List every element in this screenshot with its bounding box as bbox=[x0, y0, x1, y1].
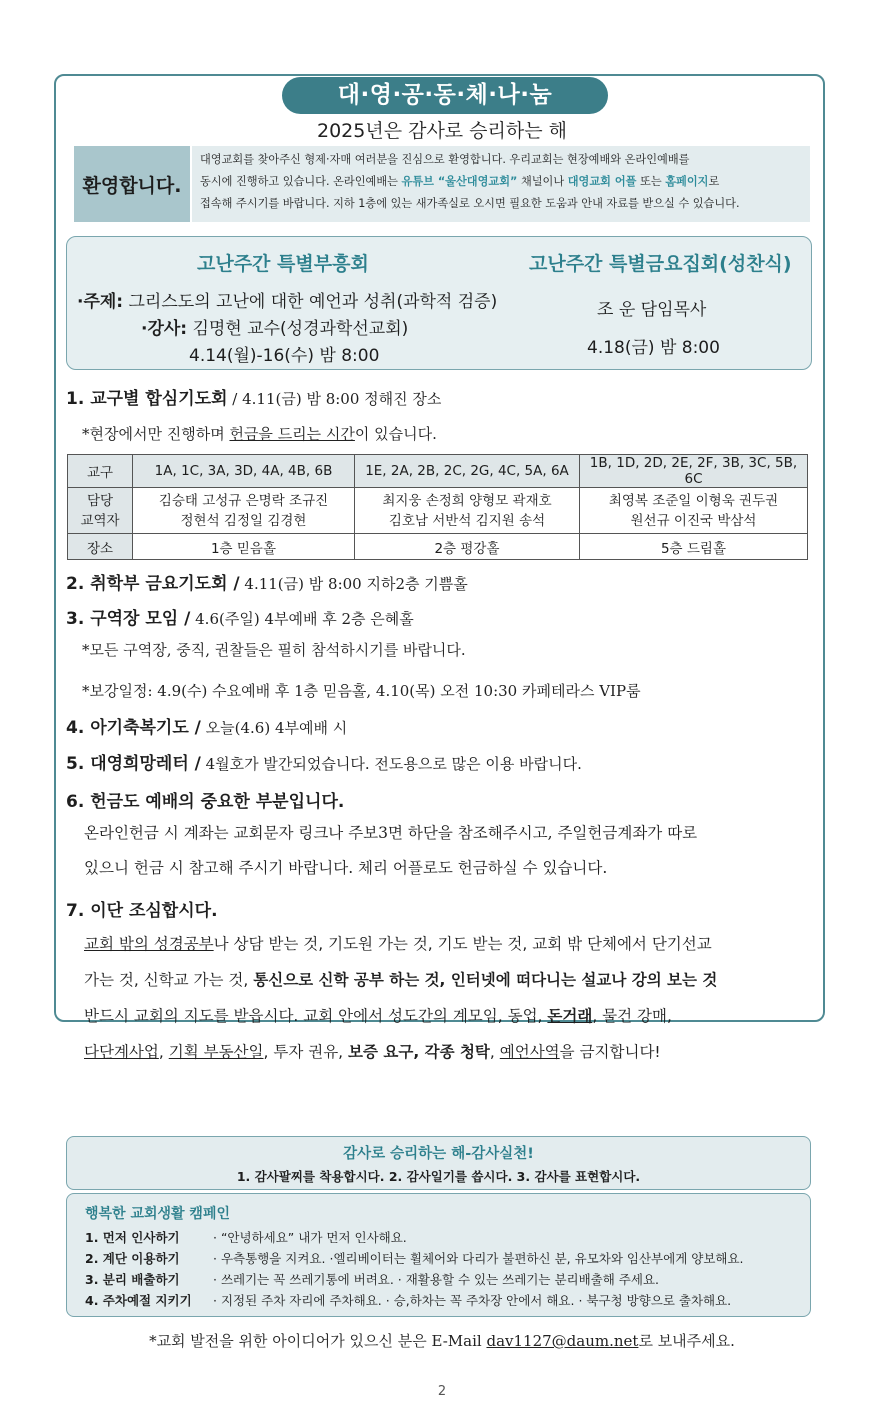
header-line: 교역자 bbox=[80, 512, 120, 529]
table-cell: 1B, 1D, 2D, 2E, 2F, 3B, 3C, 5B, 6C bbox=[580, 455, 808, 488]
campaign-row-label: 2. 계단 이용하기 bbox=[85, 1251, 180, 1266]
item-6-line-1: 온라인헌금 시 계좌는 교회문자 링크나 주보3면 하단을 참조해주시고, 주일헌금계좌가 따로 bbox=[84, 824, 698, 842]
item-1-heading: 1. 교구별 합심기도회 bbox=[66, 389, 228, 409]
item-5-detail: 4월호가 발간되었습니다. 전도용으로 많은 이용 바랍니다. bbox=[200, 755, 582, 773]
table-header-district: 교구 bbox=[68, 455, 133, 488]
table-cell: 1A, 1C, 3A, 3D, 4A, 4B, 6B bbox=[133, 455, 355, 488]
revival-speaker bbox=[141, 314, 408, 339]
welcome-text bbox=[192, 146, 810, 222]
item-4 bbox=[66, 713, 347, 738]
church-app-link[interactable]: 대영교회 어플 bbox=[567, 175, 637, 188]
gratitude-body: 1. 감사팔찌를 착용합시다. 2. 감사일기를 씁시다. 3. 감사를 표현합시다. bbox=[236, 1169, 641, 1184]
revival-topic bbox=[77, 287, 497, 312]
heresy-line-3 bbox=[84, 1004, 672, 1026]
header-line: 담당 bbox=[86, 492, 114, 509]
friday-service-date: 4.18(금) 밤 8:00 bbox=[587, 338, 720, 358]
heresy-text: 나 상담 받는 것, 기도원 가는 것, 기도 받는 것, 교회 밖 단체에서 단기선교 bbox=[213, 935, 712, 953]
campaign-row bbox=[85, 1291, 731, 1309]
footer-note bbox=[0, 1330, 884, 1351]
speaker-text: 김명현 교수(성경과학선교회) bbox=[187, 319, 409, 339]
campaign-title: 행복한 교회생활 캠페인 bbox=[85, 1206, 230, 1222]
campaign-row-text: · 우측통행을 지켜요. ·엘리베이터는 휠체어와 다리가 불편하신 분, 유모차와 임산부에게 양보해요. bbox=[213, 1251, 744, 1266]
item-3-heading: 3. 구역장 모임 / bbox=[66, 609, 191, 629]
page-title: 대·영·공·동·체·나·눔 bbox=[282, 77, 608, 114]
welcome-box bbox=[74, 146, 810, 222]
welcome-text-part: 또는 bbox=[636, 175, 666, 188]
item-5 bbox=[66, 749, 582, 774]
campaign-row bbox=[85, 1270, 659, 1288]
revival-date: 4.14(월)-16(수) 밤 8:00 bbox=[189, 346, 380, 366]
welcome-line-2 bbox=[200, 171, 804, 193]
gratitude-title: 감사로 승리하는 해-감사실천! bbox=[343, 1146, 534, 1162]
heresy-text: , 투자 권유, bbox=[263, 1043, 349, 1061]
table-cell bbox=[355, 488, 580, 534]
campaign-row-text: · 지정된 주차 자리에 주차해요. · 승,하차는 꼭 주차장 안에서 해요. · 북구청 방향으로 출차해요. bbox=[213, 1293, 732, 1308]
heresy-text: , 물건 강매, bbox=[592, 1007, 672, 1025]
item-3-note-2: *보강일정: 4.9(수) 수요예배 후 1층 믿음홀, 4.10(목) 오전 10:30 카페테라스 VIP룸 bbox=[82, 682, 641, 700]
campaign-row bbox=[85, 1249, 744, 1267]
item-6-heading: 6. 헌금도 예배의 중요한 부분입니다. bbox=[66, 792, 345, 812]
heresy-line-2 bbox=[84, 968, 717, 990]
heresy-underlined: 기획 부동산일 bbox=[168, 1043, 264, 1061]
item-5-heading: 5. 대영희망레터 / bbox=[66, 754, 201, 774]
cell-line: 최지웅 손정희 양형모 곽재호 bbox=[382, 492, 552, 509]
table-cell: 1E, 2A, 2B, 2C, 2G, 4C, 5A, 6A bbox=[355, 455, 580, 488]
table-header-pastor bbox=[68, 488, 133, 534]
speaker-label: ·강사: bbox=[141, 319, 188, 339]
cell-line: 정현석 김정일 김경현 bbox=[180, 512, 307, 529]
heresy-bold: 통신으로 신학 공부 하는 것, 인터넷에 떠다니는 설교나 강의 보는 것 bbox=[253, 971, 718, 989]
item-3-detail: 4.6(주일) 4부예배 후 2층 은혜홀 bbox=[190, 610, 414, 628]
heresy-underlined: 예언사역 bbox=[499, 1043, 560, 1061]
heresy-text: 반드시 교회의 지도를 받읍시다. 교회 안에서 성도간의 계모임, 동업, bbox=[84, 1007, 548, 1025]
homepage-link[interactable]: 홈페이지 bbox=[665, 175, 709, 188]
heresy-bold-underlined: 돈거래 bbox=[547, 1007, 593, 1025]
campaign-row-label: 3. 분리 배출하기 bbox=[85, 1272, 180, 1287]
item-4-heading: 4. 아기축복기도 / bbox=[66, 718, 201, 738]
district-table bbox=[67, 454, 808, 560]
welcome-text-part: 로 bbox=[708, 175, 720, 188]
cell-line: 김승태 고성규 은명락 조규진 bbox=[158, 492, 329, 509]
item-3-note-1: *모든 구역장, 중직, 권찰들은 필히 참석하시기를 바랍니다. bbox=[82, 641, 466, 659]
note-text: *현장에서만 진행하며 bbox=[82, 425, 230, 443]
footer-text: 로 보내주세요. bbox=[638, 1332, 735, 1350]
friday-service-title: 고난주간 특별금요집회(성찬식) bbox=[529, 253, 792, 275]
item-7 bbox=[66, 896, 218, 921]
campaign-row-label: 1. 먼저 인사하기 bbox=[85, 1230, 180, 1245]
page-subtitle: 2025년은 감사로 승리하는 해 bbox=[316, 120, 567, 142]
item-2 bbox=[66, 569, 468, 594]
welcome-text-part: 동시에 진행하고 있습니다. 온라인예배는 bbox=[200, 175, 402, 188]
youtube-channel-link[interactable]: 유튜브 “울산대영교회” bbox=[401, 175, 518, 188]
footer-text: *교회 발전을 위한 아이디어가 있으신 분은 E-Mail bbox=[149, 1332, 487, 1350]
heresy-underlined: 다단계사업 bbox=[84, 1043, 159, 1061]
campaign-row bbox=[85, 1228, 407, 1246]
campaign-row-label: 4. 주차예절 지키기 bbox=[85, 1293, 192, 1308]
heresy-text: , bbox=[158, 1043, 169, 1061]
item-2-detail: 4.11(금) 밤 8:00 지하2층 기쁨홀 bbox=[239, 575, 468, 593]
table-header-place: 장소 bbox=[68, 534, 133, 560]
heresy-text: , bbox=[489, 1043, 500, 1061]
heresy-line-4 bbox=[84, 1040, 661, 1062]
table-row bbox=[68, 488, 808, 534]
cell-line: 최영복 조준일 이형욱 권두권 bbox=[608, 492, 779, 509]
friday-service-speaker: 조 운 담임목사 bbox=[597, 300, 707, 320]
page-number: 2 bbox=[437, 1384, 447, 1399]
revival-title: 고난주간 특별부흥회 bbox=[197, 253, 369, 275]
heresy-line-1 bbox=[84, 932, 712, 954]
item-2-heading: 2. 취학부 금요기도회 / bbox=[66, 574, 240, 594]
table-row bbox=[68, 534, 808, 560]
table-cell: 5층 드림홀 bbox=[580, 534, 808, 560]
email-link[interactable]: dav1127@daum.net bbox=[486, 1332, 639, 1350]
item-6 bbox=[66, 787, 344, 812]
note-underlined: 헌금을 드리는 시간 bbox=[229, 425, 355, 443]
heresy-text: 가는 것, 신학교 가는 것, bbox=[84, 971, 254, 989]
item-4-detail: 오늘(4.6) 4부예배 시 bbox=[200, 719, 348, 737]
campaign-row-text: · “안녕하세요” 내가 먼저 인사해요. bbox=[213, 1230, 407, 1245]
table-cell bbox=[580, 488, 808, 534]
welcome-line-1: 대영교회를 찾아주신 형제·자매 여러분을 진심으로 환영합니다. 우리교회는 현장예배와 온라인예배를 bbox=[200, 153, 690, 166]
table-cell: 1층 믿음홀 bbox=[133, 534, 355, 560]
campaign-row-text: · 쓰레기는 꼭 쓰레기통에 버려요. · 재활용할 수 있는 쓰레기는 분리배출해 주세요. bbox=[213, 1272, 660, 1287]
note-text: 이 있습니다. bbox=[354, 425, 437, 443]
item-7-heading: 7. 이단 조심합시다. bbox=[66, 901, 218, 921]
heresy-bold: 보증 요구, 각종 청탁 bbox=[348, 1043, 490, 1061]
topic-text: 그리스도의 고난에 대한 예언과 성취(과학적 검증) bbox=[123, 292, 498, 312]
cell-line: 김호남 서반석 김지원 송석 bbox=[388, 512, 546, 529]
table-row bbox=[68, 455, 808, 488]
item-1 bbox=[66, 384, 441, 409]
item-6-line-2: 있으니 헌금 시 참고해 주시기 바랍니다. 체리 어플로도 헌금하실 수 있습니다. bbox=[84, 859, 608, 877]
revival-box bbox=[66, 236, 812, 370]
table-cell: 2층 평강홀 bbox=[355, 534, 580, 560]
heresy-text: 을 금지합니다! bbox=[559, 1043, 661, 1061]
heresy-underlined: 교회 밖의 성경공부 bbox=[84, 935, 214, 953]
gratitude-box bbox=[66, 1136, 811, 1190]
topic-label: ·주제: bbox=[77, 292, 124, 312]
welcome-label: 환영합니다. bbox=[74, 146, 190, 222]
item-1-detail: / 4.11(금) 밤 8:00 정해진 장소 bbox=[227, 390, 442, 408]
cell-line: 원선규 이진국 박삼석 bbox=[630, 512, 757, 529]
welcome-line-3: 접속해 주시기를 바랍니다. 지하 1층에 있는 새가족실로 오시면 필요한 도움과 안내 자료를 받으실 수 있습니다. bbox=[200, 197, 740, 210]
campaign-box bbox=[66, 1193, 811, 1317]
welcome-text-part: 채널이나 bbox=[517, 175, 568, 188]
item-3 bbox=[66, 604, 414, 629]
table-cell bbox=[133, 488, 355, 534]
item-1-note bbox=[82, 423, 437, 444]
